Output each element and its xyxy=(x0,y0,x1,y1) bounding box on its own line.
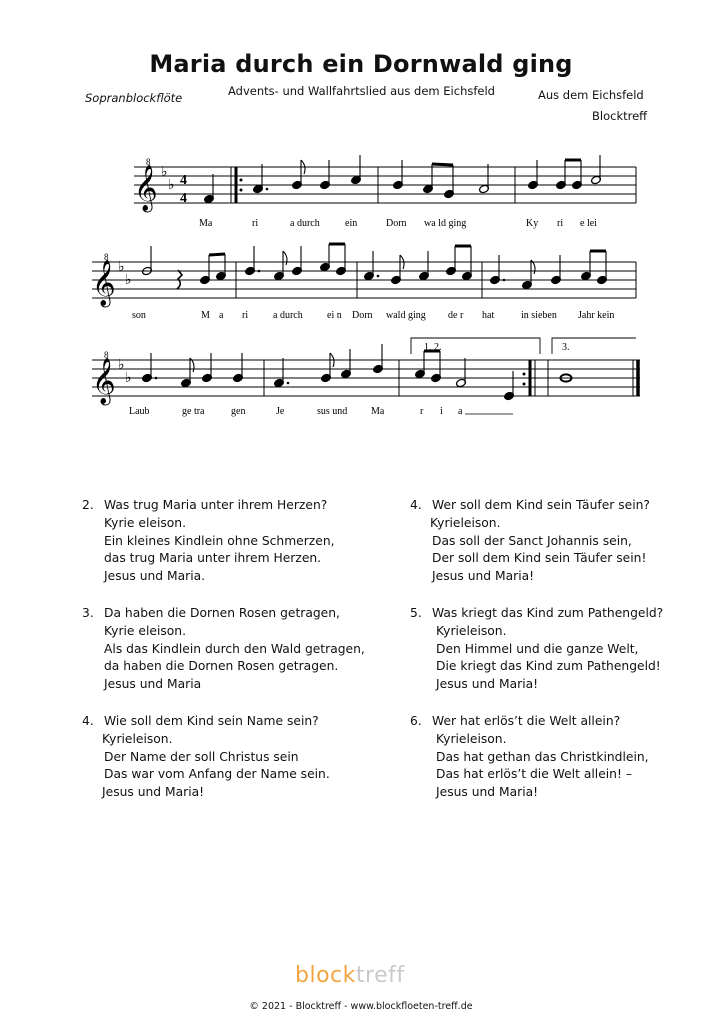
svg-text:Ma: Ma xyxy=(199,218,213,229)
svg-text:8: 8 xyxy=(104,350,109,360)
treble-clef-1 xyxy=(134,157,158,213)
svg-text:Dorn: Dorn xyxy=(386,218,407,229)
blocktreff-logo: blocktreff xyxy=(295,963,405,988)
arranger-label: Blocktreff xyxy=(592,109,648,123)
svg-text:ri: ri xyxy=(242,310,249,321)
origin-label: Aus dem Eichsfeld xyxy=(538,88,644,102)
svg-text:Ma: Ma xyxy=(371,406,385,417)
lyrics-line-3 xyxy=(129,406,513,417)
svg-text:in sieben: in sieben xyxy=(521,310,557,321)
instrument-label: Sopranblockflöte xyxy=(85,91,183,105)
notes-staff-1 xyxy=(203,155,636,204)
key-signature-3 xyxy=(118,357,132,386)
svg-text:Ky: Ky xyxy=(526,218,539,229)
svg-text:♭: ♭ xyxy=(125,370,132,386)
svg-text:4: 4 xyxy=(180,191,187,206)
svg-text:gen: gen xyxy=(231,406,246,417)
svg-text:ge tra: ge tra xyxy=(182,406,205,417)
svg-text:ei n: ei n xyxy=(327,310,342,321)
svg-text:son: son xyxy=(132,310,146,321)
svg-text:ri: ri xyxy=(252,218,259,229)
svg-text:4: 4 xyxy=(180,173,187,188)
svg-text:♭: ♭ xyxy=(118,259,125,275)
svg-text:Dorn: Dorn xyxy=(352,310,373,321)
svg-text:𝄞: 𝄞 xyxy=(134,165,158,211)
svg-text:de r: de r xyxy=(448,310,464,321)
svg-text:a: a xyxy=(219,310,224,321)
svg-text:Je: Je xyxy=(276,406,285,417)
svg-text:♭: ♭ xyxy=(168,177,175,193)
svg-text:M: M xyxy=(201,310,210,321)
treble-clef-2 xyxy=(92,252,116,308)
staff-3 xyxy=(92,360,640,396)
time-signature xyxy=(180,173,187,206)
music-score xyxy=(0,0,722,440)
verse-6: 6. Wer hat erlös’t die Welt allein? Kyrieleison. Das hat gethan das Christkindlein, Das hat erlös’t die Welt allein! – Jesus und Maria! xyxy=(410,714,649,800)
svg-text:a durch: a durch xyxy=(273,310,303,321)
svg-text:♭: ♭ xyxy=(161,164,168,180)
svg-text:a: a xyxy=(458,406,463,417)
svg-text:3.: 3. xyxy=(562,342,570,353)
verse-3: 3. Da haben die Dornen Rosen getragen, Kyrie eleison. Als das Kindlein durch den Wald getragen, da haben die Dornen Rosen getragen. Jesus und Maria xyxy=(82,606,365,692)
svg-text:a durch: a durch xyxy=(290,218,320,229)
verse-5: 5. Was kriegt das Kind zum Pathengeld? Kyrieleison. Den Himmel und die ganze Welt, Die kriegt das Kind zum Pathengeld! Jesus und Maria! xyxy=(410,606,664,692)
svg-text:8: 8 xyxy=(146,157,151,167)
subtitle: Advents- und Wallfahrtslied aus dem Eichsfeld xyxy=(228,84,495,98)
svg-text:i: i xyxy=(440,406,443,417)
svg-text:ein: ein xyxy=(345,218,358,229)
volta-brackets xyxy=(411,338,636,354)
svg-text:𝄞: 𝄞 xyxy=(92,358,116,404)
lyrics-line-1 xyxy=(199,218,597,229)
svg-text:r: r xyxy=(420,406,424,417)
svg-text:Jahr kein: Jahr kein xyxy=(578,310,615,321)
treble-clef-3 xyxy=(92,350,116,406)
key-signature-1 xyxy=(161,164,175,193)
footer-copyright: © 2021 - Blocktreff - www.blockfloeten-treff.de xyxy=(249,1001,473,1012)
svg-text:♭: ♭ xyxy=(125,272,132,288)
svg-text:wa ld ging: wa ld ging xyxy=(424,218,467,229)
verse-4-right: 4. Wer soll dem Kind sein Täufer sein? Kyrieleison. Das soll der Sanct Johannis sein, Der soll dem Kind sein Täufer sein! Jesus und Maria! xyxy=(410,498,650,584)
svg-text:wald ging: wald ging xyxy=(386,310,426,321)
page-title: Maria durch ein Dornwald ging xyxy=(149,50,573,78)
lyrics-line-2 xyxy=(132,310,614,321)
svg-text:♭: ♭ xyxy=(118,357,125,373)
svg-text:8: 8 xyxy=(104,252,109,262)
svg-text:e lei: e lei xyxy=(580,218,597,229)
key-signature-2 xyxy=(118,259,132,288)
svg-text:hat: hat xyxy=(482,310,495,321)
svg-text:𝄞: 𝄞 xyxy=(92,260,116,306)
svg-text:sus und: sus und xyxy=(317,406,348,417)
svg-text:Laub: Laub xyxy=(129,406,150,417)
verse-4-left: 4. Wie soll dem Kind sein Name sein? Kyrieleison. Der Name der soll Christus sein Das war vom Anfang der Name sein. Jesus und Maria! xyxy=(82,714,330,800)
svg-text:ri: ri xyxy=(557,218,564,229)
svg-text:1, 2.: 1, 2. xyxy=(424,342,442,353)
verse-2: 2. Was trug Maria unter ihrem Herzen? Kyrie eleison. Ein kleines Kindlein ohne Schmerzen, das trug Maria unter ihrem Herzen. Jesus und Maria. xyxy=(82,498,335,584)
